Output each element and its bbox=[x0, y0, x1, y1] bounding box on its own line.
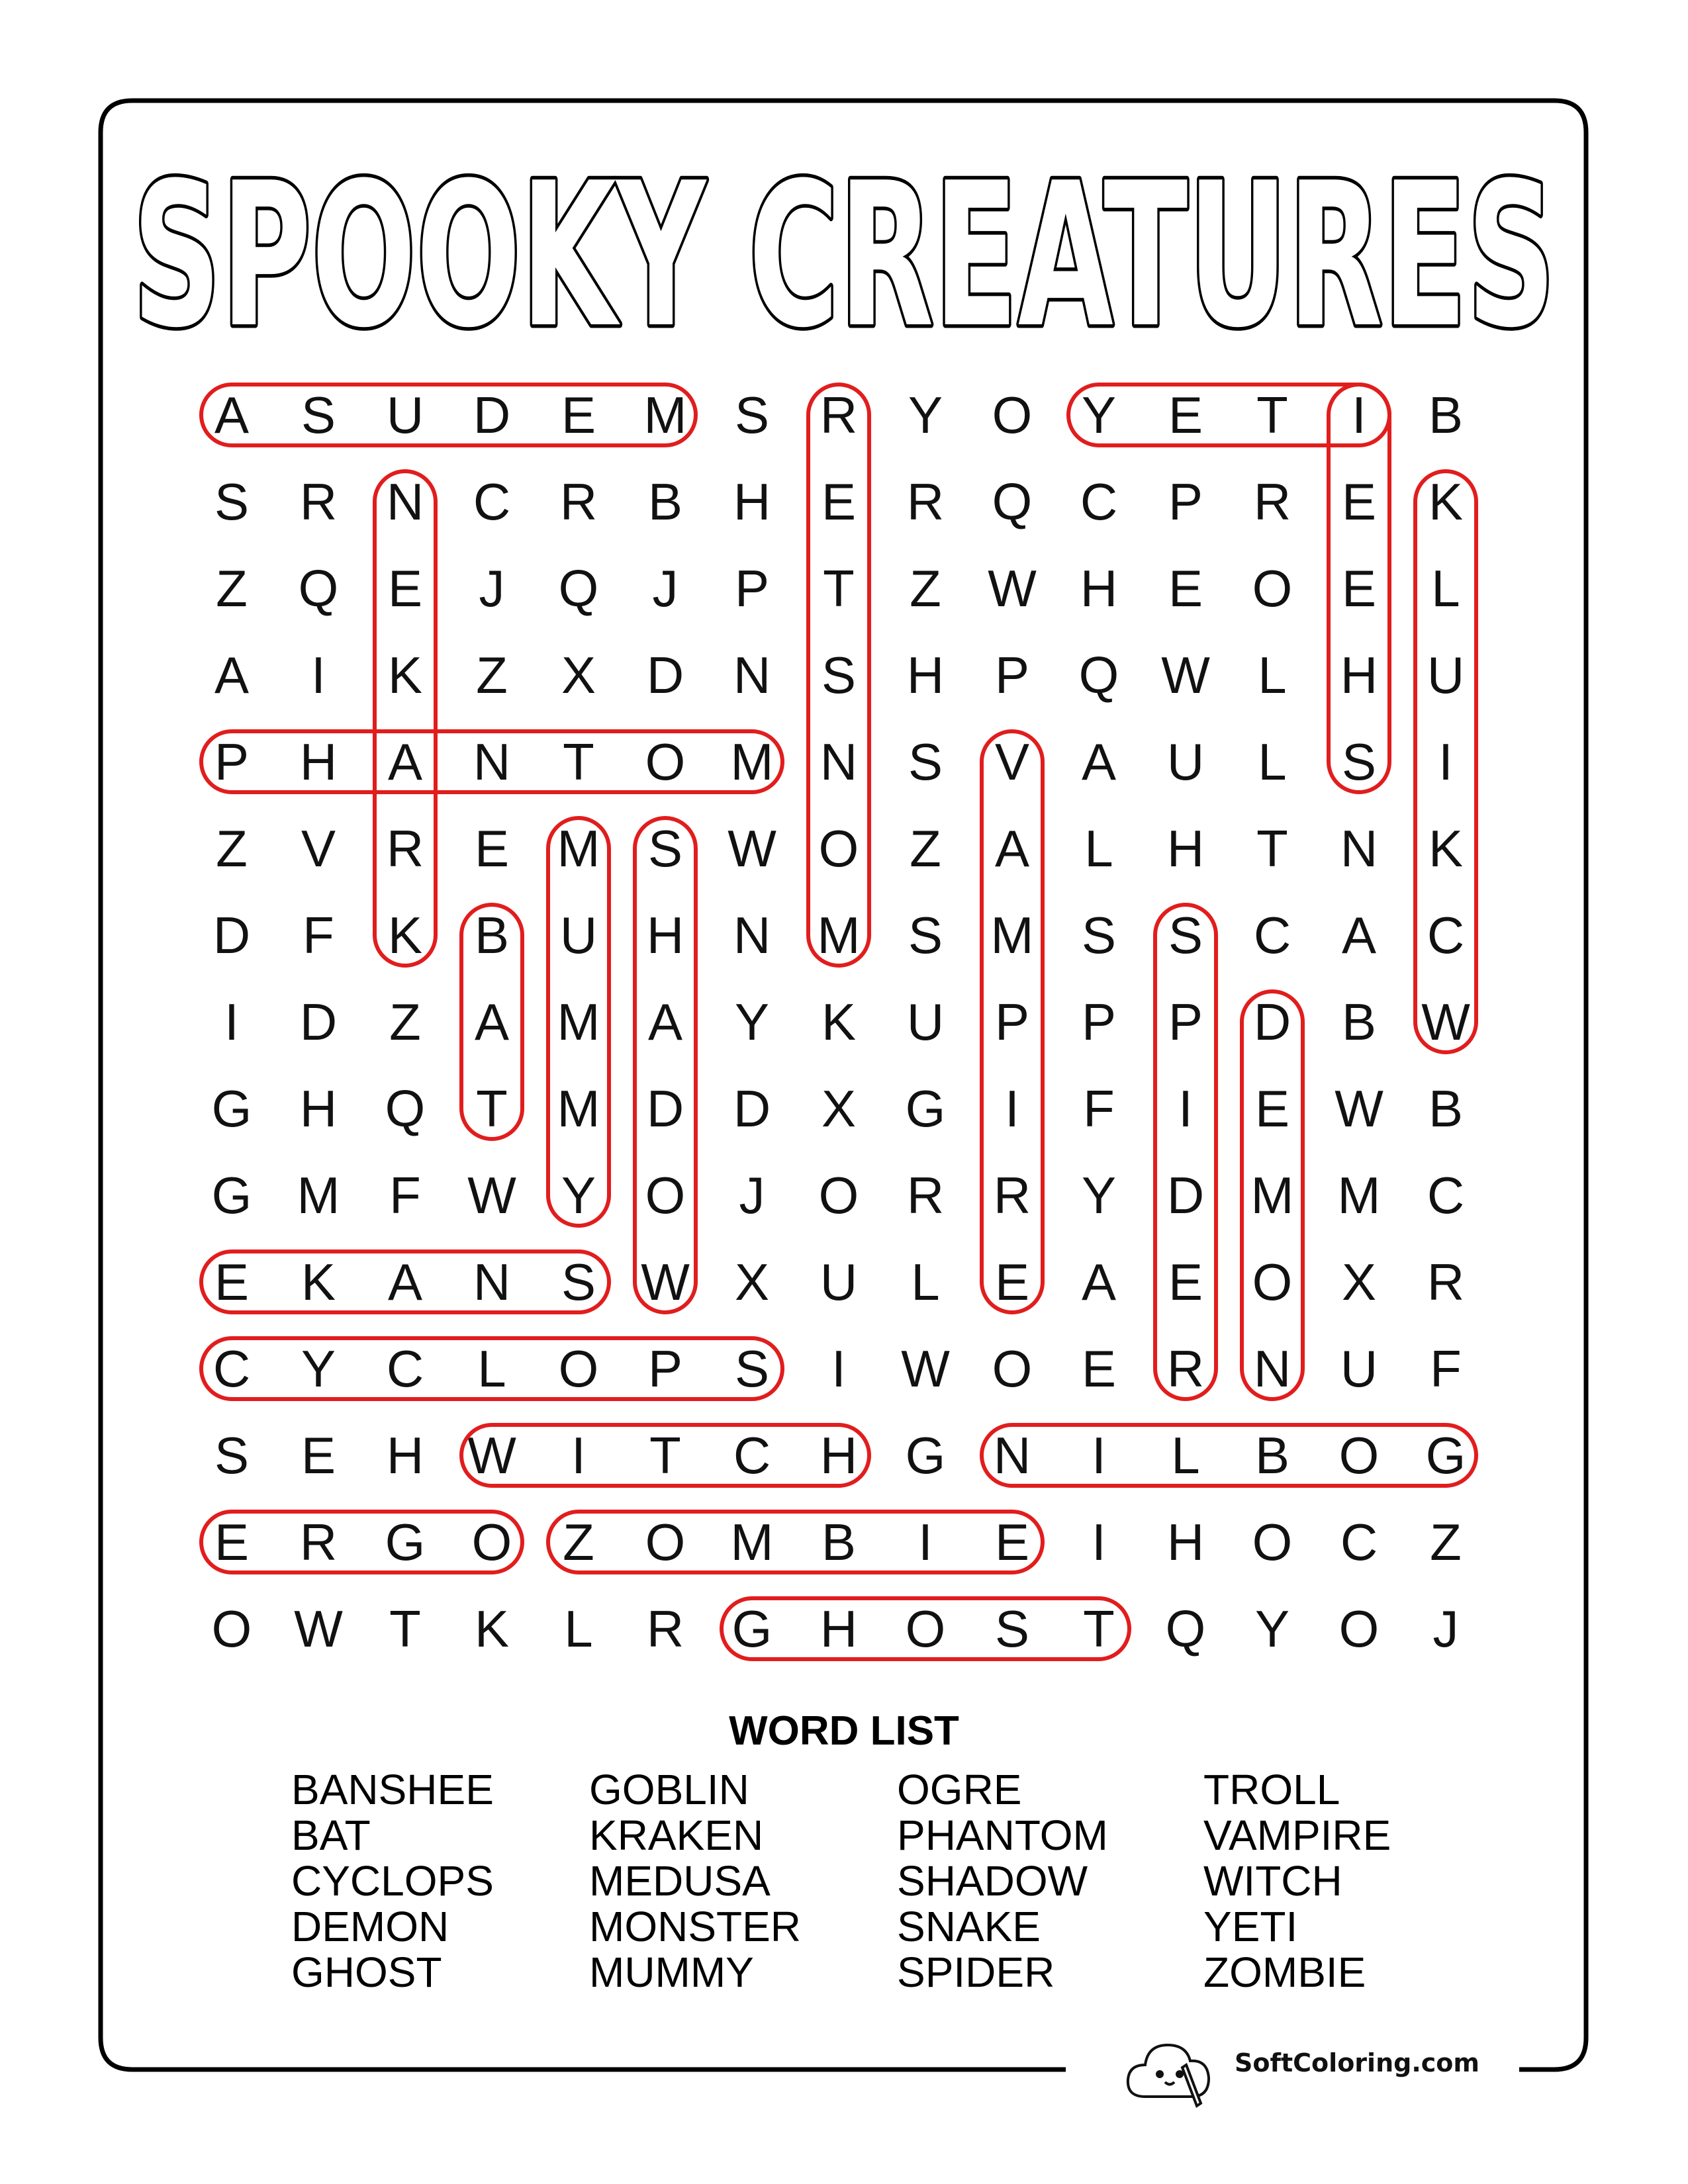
grid-letter: L bbox=[911, 1253, 940, 1311]
grid-letter: H bbox=[386, 1426, 424, 1484]
grid-letter: K bbox=[301, 1253, 336, 1311]
brand-name: SoftColoring.com bbox=[1235, 2048, 1479, 2077]
grid-letter: A bbox=[1341, 906, 1377, 964]
grid-letter: E bbox=[1168, 386, 1203, 444]
grid-letter: T bbox=[563, 733, 594, 791]
grid-letter: M bbox=[643, 386, 687, 444]
grid-letter: T bbox=[1256, 386, 1288, 444]
grid-letter: O bbox=[1252, 1253, 1293, 1311]
grid-letter: S bbox=[214, 473, 250, 531]
grid-letter: Z bbox=[1430, 1513, 1462, 1571]
grid-letter: O bbox=[1252, 559, 1293, 617]
word-list-heading: WORD LIST bbox=[729, 1708, 959, 1754]
grid-letter: O bbox=[645, 1166, 686, 1224]
grid-letter: T bbox=[389, 1600, 421, 1658]
grid-letter: T bbox=[1083, 1600, 1115, 1658]
grid-letter: M bbox=[730, 1513, 774, 1571]
grid-letter: H bbox=[1340, 646, 1378, 704]
found-word-highlight-shadow bbox=[635, 818, 696, 1312]
grid-letter: M bbox=[557, 993, 600, 1051]
grid-letter: B bbox=[1341, 993, 1377, 1051]
grid-letter: Y bbox=[301, 1340, 336, 1398]
word-list-column bbox=[291, 1767, 494, 1995]
grid-letter: N bbox=[473, 733, 511, 791]
grid-letter: Y bbox=[1081, 1166, 1117, 1224]
grid-letter: H bbox=[646, 906, 684, 964]
grid-letter: K bbox=[474, 1600, 510, 1658]
grid-letter: E bbox=[821, 473, 857, 531]
grid-letter: J bbox=[1432, 1600, 1459, 1658]
grid-letter: C bbox=[1253, 906, 1291, 964]
grid-letter: E bbox=[1168, 1253, 1203, 1311]
grid-letter: B bbox=[647, 473, 683, 531]
grid-letter: E bbox=[214, 1253, 250, 1311]
grid-letter: K bbox=[387, 906, 423, 964]
grid-letter: M bbox=[730, 733, 774, 791]
grid-letter: P bbox=[647, 1340, 683, 1398]
grid-letter: H bbox=[299, 733, 338, 791]
grid-letter: P bbox=[994, 646, 1030, 704]
grid-letter: B bbox=[1428, 386, 1464, 444]
grid-letter: Y bbox=[561, 1166, 596, 1224]
grid-letter: W bbox=[467, 1166, 516, 1224]
grid-letter: S bbox=[734, 386, 770, 444]
grid-letter: N bbox=[733, 646, 771, 704]
grid-letter: E bbox=[301, 1426, 336, 1484]
grid-letter: K bbox=[1428, 819, 1464, 878]
grid-letter: F bbox=[1083, 1079, 1115, 1138]
grid-letter: L bbox=[564, 1600, 593, 1658]
grid-letter: B bbox=[821, 1513, 857, 1571]
grid-letter: L bbox=[1431, 559, 1460, 617]
grid-letter: D bbox=[646, 646, 684, 704]
grid-letter: H bbox=[820, 1426, 858, 1484]
grid-letter: R bbox=[559, 473, 598, 531]
grid-letter: M bbox=[1250, 1166, 1294, 1224]
grid-letter: Y bbox=[1254, 1600, 1290, 1658]
grid-letter: E bbox=[561, 386, 596, 444]
grid-letter: O bbox=[558, 1340, 599, 1398]
grid-letter: D bbox=[212, 906, 251, 964]
grid-letter: R bbox=[993, 1166, 1031, 1224]
grid-letter: W bbox=[1335, 1079, 1383, 1138]
grid-letter: C bbox=[473, 473, 511, 531]
cloud-pencil-icon bbox=[1128, 2045, 1209, 2106]
grid-letter: U bbox=[820, 1253, 858, 1311]
word-list-item: MUMMY bbox=[589, 1948, 754, 1996]
grid-letter: P bbox=[1168, 993, 1203, 1051]
grid-letter: G bbox=[211, 1079, 252, 1138]
grid-letter: N bbox=[1340, 819, 1378, 878]
grid-letter: L bbox=[477, 1340, 506, 1398]
grid-letter: O bbox=[471, 1513, 512, 1571]
grid-letter: O bbox=[992, 386, 1033, 444]
page-title-text: SPOOKY CREATURES bbox=[132, 140, 1556, 371]
word-list-item: BAT bbox=[291, 1811, 371, 1859]
grid-letter: Q bbox=[992, 473, 1033, 531]
grid-letter: W bbox=[294, 1600, 343, 1658]
grid-letter: A bbox=[474, 993, 510, 1051]
word-list-column bbox=[1203, 1767, 1391, 1995]
grid-letter: I bbox=[311, 646, 326, 704]
word-list-column bbox=[589, 1767, 801, 1995]
grid-letter: Q bbox=[1078, 646, 1119, 704]
grid-letter: O bbox=[645, 733, 686, 791]
grid-letter: F bbox=[1430, 1340, 1462, 1398]
grid-letter: C bbox=[386, 1340, 424, 1398]
grid-letter: W bbox=[641, 1253, 690, 1311]
grid-letter: A bbox=[387, 733, 423, 791]
grid-letter: W bbox=[901, 1340, 950, 1398]
grid-letter: O bbox=[1252, 1513, 1293, 1571]
grid-letter: W bbox=[1161, 646, 1210, 704]
grid-letter: I bbox=[918, 1513, 933, 1571]
grid-letter: R bbox=[386, 819, 424, 878]
grid-letter: M bbox=[557, 819, 600, 878]
grid-letter: Y bbox=[908, 386, 943, 444]
grid-letter: S bbox=[1081, 906, 1117, 964]
word-list-item: TROLL bbox=[1203, 1766, 1340, 1813]
grid-letter: H bbox=[820, 1600, 858, 1658]
word-list-item: MONSTER bbox=[589, 1903, 801, 1950]
word-list-item: ZOMBIE bbox=[1203, 1948, 1366, 1996]
grid-letter: R bbox=[820, 386, 858, 444]
grid-letter: A bbox=[647, 993, 683, 1051]
grid-letter: S bbox=[734, 1340, 770, 1398]
grid-letter: Z bbox=[563, 1513, 594, 1571]
grid-letter: R bbox=[646, 1600, 684, 1658]
grid-letter: L bbox=[1084, 819, 1113, 878]
grid-letter: P bbox=[214, 733, 250, 791]
grid-letter: I bbox=[831, 1340, 846, 1398]
grid-letter: O bbox=[1338, 1426, 1380, 1484]
found-word-highlight-medusa bbox=[201, 385, 696, 445]
word-list-item: MEDUSA bbox=[589, 1857, 771, 1905]
grid-letter: O bbox=[211, 1600, 252, 1658]
grid-letter: O bbox=[645, 1513, 686, 1571]
grid-letter: E bbox=[214, 1513, 250, 1571]
grid-letter: Y bbox=[734, 993, 770, 1051]
grid-letter: T bbox=[649, 1426, 681, 1484]
word-list-item: YETI bbox=[1203, 1903, 1298, 1950]
grid-letter: G bbox=[1425, 1426, 1466, 1484]
grid-letter: S bbox=[821, 646, 857, 704]
grid-letter: R bbox=[299, 1513, 338, 1571]
grid-letter: G bbox=[385, 1513, 426, 1571]
grid-letter: Q bbox=[1165, 1600, 1206, 1658]
grid-letter: G bbox=[905, 1079, 946, 1138]
grid-letter: S bbox=[647, 819, 683, 878]
found-word-highlight-kraken bbox=[375, 471, 436, 966]
grid-letter: H bbox=[1080, 559, 1118, 617]
grid-letter: P bbox=[1168, 473, 1203, 531]
grid-letter: R bbox=[1166, 1340, 1205, 1398]
grid-letter: Z bbox=[910, 819, 941, 878]
grid-letter: N bbox=[473, 1253, 511, 1311]
grid-letter: X bbox=[561, 646, 596, 704]
grid-letter: N bbox=[1253, 1340, 1291, 1398]
grid-letter: F bbox=[389, 1166, 421, 1224]
word-list-column bbox=[897, 1767, 1108, 1995]
grid-letter: D bbox=[733, 1079, 771, 1138]
grid-letter: K bbox=[387, 646, 423, 704]
grid-letter: I bbox=[571, 1426, 586, 1484]
grid-letter: T bbox=[476, 1079, 508, 1138]
grid-letter: U bbox=[386, 386, 424, 444]
grid-letter: S bbox=[908, 906, 943, 964]
grid-letter: L bbox=[1258, 646, 1287, 704]
grid-letter: X bbox=[821, 1079, 857, 1138]
grid-letter: P bbox=[1081, 993, 1117, 1051]
grid-letter: I bbox=[1438, 733, 1453, 791]
grid-letter: A bbox=[994, 819, 1030, 878]
grid-letter: C bbox=[1080, 473, 1118, 531]
grid-letter: D bbox=[473, 386, 511, 444]
grid-letter: E bbox=[1341, 559, 1377, 617]
grid-letter: U bbox=[1340, 1340, 1378, 1398]
grid-letter: T bbox=[823, 559, 855, 617]
word-list-item: SNAKE bbox=[897, 1903, 1041, 1950]
grid-letter: C bbox=[733, 1426, 771, 1484]
grid-letter: B bbox=[474, 906, 510, 964]
grid-letter: A bbox=[214, 386, 250, 444]
grid-letter: R bbox=[906, 1166, 945, 1224]
grid-letter: E bbox=[994, 1513, 1030, 1571]
grid-letter: U bbox=[906, 993, 945, 1051]
grid-letter: Q bbox=[385, 1079, 426, 1138]
grid-letter: G bbox=[905, 1426, 946, 1484]
word-list-item: GHOST bbox=[291, 1948, 442, 1996]
grid-letter: E bbox=[474, 819, 510, 878]
grid-letter: Z bbox=[389, 993, 421, 1051]
grid-letter: R bbox=[906, 473, 945, 531]
grid-letter: A bbox=[387, 1253, 423, 1311]
grid-letter: H bbox=[1166, 1513, 1205, 1571]
word-list-item: GOBLIN bbox=[589, 1766, 749, 1813]
grid-letter: H bbox=[906, 646, 945, 704]
grid-letters bbox=[212, 386, 1471, 1658]
grid-letter: D bbox=[646, 1079, 684, 1138]
grid-letter: E bbox=[1168, 559, 1203, 617]
grid-letter: S bbox=[908, 733, 943, 791]
found-word-highlight-zombie bbox=[548, 1512, 1043, 1572]
grid-letter: L bbox=[1171, 1426, 1200, 1484]
grid-letter: M bbox=[557, 1079, 600, 1138]
word-list-item: WITCH bbox=[1203, 1857, 1342, 1905]
grid-letter: R bbox=[1253, 473, 1291, 531]
grid-letter: S bbox=[214, 1426, 250, 1484]
grid-letter: J bbox=[652, 559, 679, 617]
grid-letter: A bbox=[214, 646, 250, 704]
grid-letter: O bbox=[992, 1340, 1033, 1398]
word-list-item: KRAKEN bbox=[589, 1811, 764, 1859]
grid-letter: Z bbox=[216, 559, 248, 617]
grid-letter: M bbox=[1337, 1166, 1381, 1224]
grid-letter: E bbox=[387, 559, 423, 617]
grid-letter: I bbox=[224, 993, 239, 1051]
found-word-highlight-yeti bbox=[1068, 385, 1389, 445]
grid-letter: I bbox=[1352, 386, 1366, 444]
grid-letter: I bbox=[1092, 1513, 1106, 1571]
grid-letter: N bbox=[733, 906, 771, 964]
grid-letter: N bbox=[993, 1426, 1031, 1484]
grid-letter: B bbox=[1254, 1426, 1290, 1484]
grid-letter: E bbox=[994, 1253, 1030, 1311]
grid-letter: V bbox=[301, 819, 336, 878]
grid-letter: S bbox=[301, 386, 336, 444]
word-list-item: DEMON bbox=[291, 1903, 449, 1950]
grid-letter: G bbox=[211, 1166, 252, 1224]
word-list-item: VAMPIRE bbox=[1203, 1811, 1391, 1859]
grid-letter: O bbox=[1338, 1600, 1380, 1658]
word-list-item: OGRE bbox=[897, 1766, 1022, 1813]
grid-letter: M bbox=[297, 1166, 340, 1224]
grid-letter: H bbox=[1166, 819, 1205, 878]
grid-letter: X bbox=[1341, 1253, 1377, 1311]
grid-letter: I bbox=[1092, 1426, 1106, 1484]
grid-letter: Q bbox=[558, 559, 599, 617]
grid-letter: K bbox=[821, 993, 857, 1051]
grid-letter: R bbox=[299, 473, 338, 531]
grid-letter: S bbox=[561, 1253, 596, 1311]
grid-letter: A bbox=[1081, 733, 1117, 791]
found-word-highlight-spider bbox=[1155, 905, 1216, 1399]
grid-letter: E bbox=[1341, 473, 1377, 531]
word-list-item: SPIDER bbox=[897, 1948, 1055, 1996]
grid-letter: G bbox=[731, 1600, 773, 1658]
grid-letter: C bbox=[1340, 1513, 1378, 1571]
grid-letter: C bbox=[212, 1340, 251, 1398]
grid-letter: S bbox=[994, 1600, 1030, 1658]
grid-letter: C bbox=[1427, 1166, 1465, 1224]
grid-letter: S bbox=[1341, 733, 1377, 791]
found-word-highlight-goblin bbox=[982, 1425, 1476, 1486]
grid-letter: W bbox=[1421, 993, 1470, 1051]
grid-letter: U bbox=[1427, 646, 1465, 704]
grid-letter: O bbox=[905, 1600, 946, 1658]
grid-letter: W bbox=[727, 819, 776, 878]
grid-letter: N bbox=[386, 473, 424, 531]
grid-letter: N bbox=[820, 733, 858, 791]
word-list bbox=[0, 1766, 1688, 1996]
word-list-item: CYCLOPS bbox=[291, 1857, 494, 1905]
grid-letter: Z bbox=[476, 646, 508, 704]
grid-letter: I bbox=[1178, 1079, 1193, 1138]
grid-letter: E bbox=[1254, 1079, 1290, 1138]
grid-letter: I bbox=[1005, 1079, 1019, 1138]
grid-letter: B bbox=[1428, 1079, 1464, 1138]
word-list-item: PHANTOM bbox=[897, 1811, 1108, 1859]
grid-letter: F bbox=[303, 906, 334, 964]
grid-letter: C bbox=[1427, 906, 1465, 964]
grid-letter: P bbox=[734, 559, 770, 617]
grid-letter: O bbox=[818, 819, 859, 878]
grid-letter: P bbox=[994, 993, 1030, 1051]
grid-letter: X bbox=[734, 1253, 770, 1311]
grid-letter: D bbox=[1166, 1166, 1205, 1224]
grid-letter: Y bbox=[1081, 386, 1117, 444]
grid-letter: M bbox=[990, 906, 1034, 964]
grid-letter: E bbox=[1081, 1340, 1117, 1398]
grid-letter: H bbox=[733, 473, 771, 531]
grid-letter: J bbox=[479, 559, 505, 617]
grid-letter: D bbox=[1253, 993, 1291, 1051]
grid-letter: U bbox=[559, 906, 598, 964]
grid-letter: K bbox=[1428, 473, 1464, 531]
grid-letter: Z bbox=[910, 559, 941, 617]
grid-letter: J bbox=[739, 1166, 765, 1224]
grid-letter: M bbox=[817, 906, 861, 964]
grid-letter: W bbox=[467, 1426, 516, 1484]
grid-letter: Z bbox=[216, 819, 248, 878]
grid-letter: S bbox=[1168, 906, 1203, 964]
word-list-item: BANSHEE bbox=[291, 1766, 494, 1813]
grid-letter: H bbox=[299, 1079, 338, 1138]
grid-letter: Q bbox=[298, 559, 339, 617]
grid-letter: L bbox=[1258, 733, 1287, 791]
grid-letter: W bbox=[988, 559, 1037, 617]
grid-letter: T bbox=[1256, 819, 1288, 878]
word-list-item: SHADOW bbox=[897, 1857, 1088, 1905]
grid-letter: D bbox=[299, 993, 338, 1051]
grid-letter: U bbox=[1166, 733, 1205, 791]
grid-letter: O bbox=[818, 1166, 859, 1224]
grid-letter: A bbox=[1081, 1253, 1117, 1311]
grid-letter: V bbox=[994, 733, 1030, 791]
grid-letter: R bbox=[1427, 1253, 1465, 1311]
